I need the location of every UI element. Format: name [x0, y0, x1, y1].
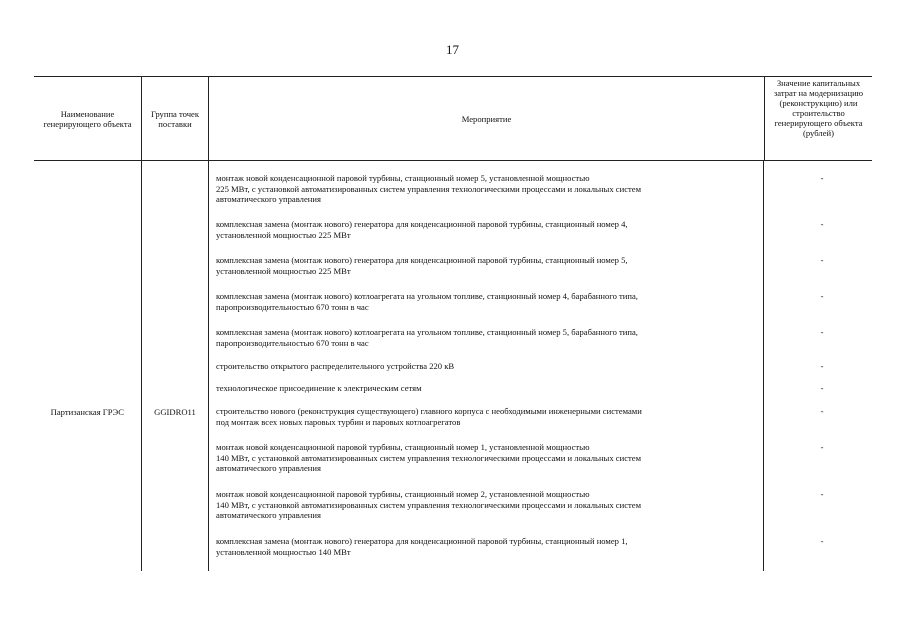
- page-number: 17: [446, 42, 459, 57]
- table-row: [212, 219, 824, 240]
- table-body: [34, 161, 872, 571]
- capital-cost-value: -: [820, 173, 824, 183]
- measure-line: технологическое присоединение к электрическим сетям: [216, 383, 422, 393]
- capital-cost-value: -: [820, 291, 824, 301]
- header-capital-cost: Значение капитальных затрат на модернизацию (реконструкцию) или строительство генерирующего объекта (рублей): [764, 77, 872, 160]
- measure-line: паропроизводительностью 670 тонн в час: [216, 301, 369, 312]
- table-row: [212, 291, 824, 312]
- measure-text: [212, 489, 752, 521]
- capital-cost-value: -: [820, 442, 824, 452]
- table-row: [212, 406, 824, 427]
- measure-line: комплексная замена (монтаж нового) генератора для конденсационной паровой турбины, станционный номер 1,: [216, 536, 628, 546]
- table-row: [212, 327, 824, 348]
- measure-line: установленной мощностью 225 МВт: [216, 229, 351, 240]
- header-delivery-group: Группа точек поставки: [141, 77, 208, 160]
- measure-line: монтаж новой конденсационной паровой турбины, станционный номер 2, установленной мощностью: [216, 489, 590, 499]
- header-object-name: Наименование генерирующего объекта: [43, 108, 132, 129]
- capital-cost-value: -: [820, 219, 824, 229]
- capital-cost-value: -: [820, 255, 824, 265]
- capital-cost-value: -: [820, 361, 824, 371]
- measure-text: [212, 442, 752, 474]
- measure-line: монтаж новой конденсационной паровой турбины, станционный номер 5, установленной мощностью: [216, 173, 590, 183]
- delivery-group-cell: [141, 161, 209, 571]
- measure-line: 140 МВт, с установкой автоматизированных систем управления технологическими процессами и локальных систем: [216, 499, 642, 510]
- table-row: [212, 489, 824, 521]
- measure-line: комплексная замена (монтаж нового) котлоагрегата на угольном топливе, станционный номер 4, барабанного типа,: [216, 291, 638, 301]
- measure-line: установленной мощностью 225 МВт: [216, 265, 351, 276]
- measures-table: [34, 76, 872, 571]
- measure-text: [212, 406, 752, 427]
- capital-cost-value: -: [820, 383, 824, 393]
- measure-line: автоматического управления: [216, 194, 321, 205]
- measure-line: комплексная замена (монтаж нового) генератора для конденсационной паровой турбины, станционный номер 4,: [216, 219, 628, 229]
- table-row: [212, 361, 824, 372]
- table-row: [212, 173, 824, 205]
- measure-line: комплексная замена (монтаж нового) котлоагрегата на угольном топливе, станционный номер 5, барабанного типа,: [216, 327, 638, 337]
- capital-cost-value: -: [820, 406, 824, 416]
- measure-text: [212, 173, 752, 205]
- table-row: [212, 255, 824, 276]
- capital-cost-value: -: [820, 327, 824, 337]
- table-row: [212, 383, 824, 394]
- measure-line: установленной мощностью 140 МВт: [216, 546, 351, 557]
- measure-line: 140 МВт, с установкой автоматизированных систем управления технологическими процессами и локальных систем: [216, 452, 642, 463]
- table-row: [212, 442, 824, 474]
- measure-line: комплексная замена (монтаж нового) генератора для конденсационной паровой турбины, станционный номер 5,: [216, 255, 628, 265]
- capital-cost-value: -: [820, 536, 824, 546]
- plant-name: Партизанская ГРЭС: [50, 407, 124, 417]
- measure-text: [212, 361, 752, 372]
- measure-line: под монтаж всех новых паровых турбин и паровых котлоагрегатов: [216, 416, 461, 427]
- measure-text: [212, 536, 752, 557]
- measure-line: монтаж новой конденсационной паровой турбины, станционный номер 1, установленной мощностью: [216, 442, 590, 452]
- delivery-group-code: GGIDRO11: [154, 407, 196, 417]
- measure-line: 225 МВт, с установкой автоматизированных систем управления технологическими процессами и локальных систем: [216, 183, 642, 194]
- measure-line: автоматического управления: [216, 463, 321, 474]
- measure-text: [212, 383, 752, 394]
- header-measure: Мероприятие: [208, 77, 764, 160]
- measure-text: [212, 327, 752, 348]
- object-name-cell: [34, 161, 141, 571]
- measure-line: автоматического управления: [216, 510, 321, 521]
- capital-cost-value: -: [820, 489, 824, 499]
- measure-text: [212, 255, 752, 276]
- measure-line: строительство нового (реконструкция существующего) главного корпуса с необходимыми инженерными системами: [216, 406, 642, 416]
- table-row: [212, 536, 824, 557]
- measure-text: [212, 291, 752, 312]
- measure-line: строительство открытого распределительного устройства 220 кВ: [216, 361, 455, 371]
- table-header: [34, 76, 872, 161]
- measure-text: [212, 219, 752, 240]
- measure-line: паропроизводительностью 670 тонн в час: [216, 337, 369, 348]
